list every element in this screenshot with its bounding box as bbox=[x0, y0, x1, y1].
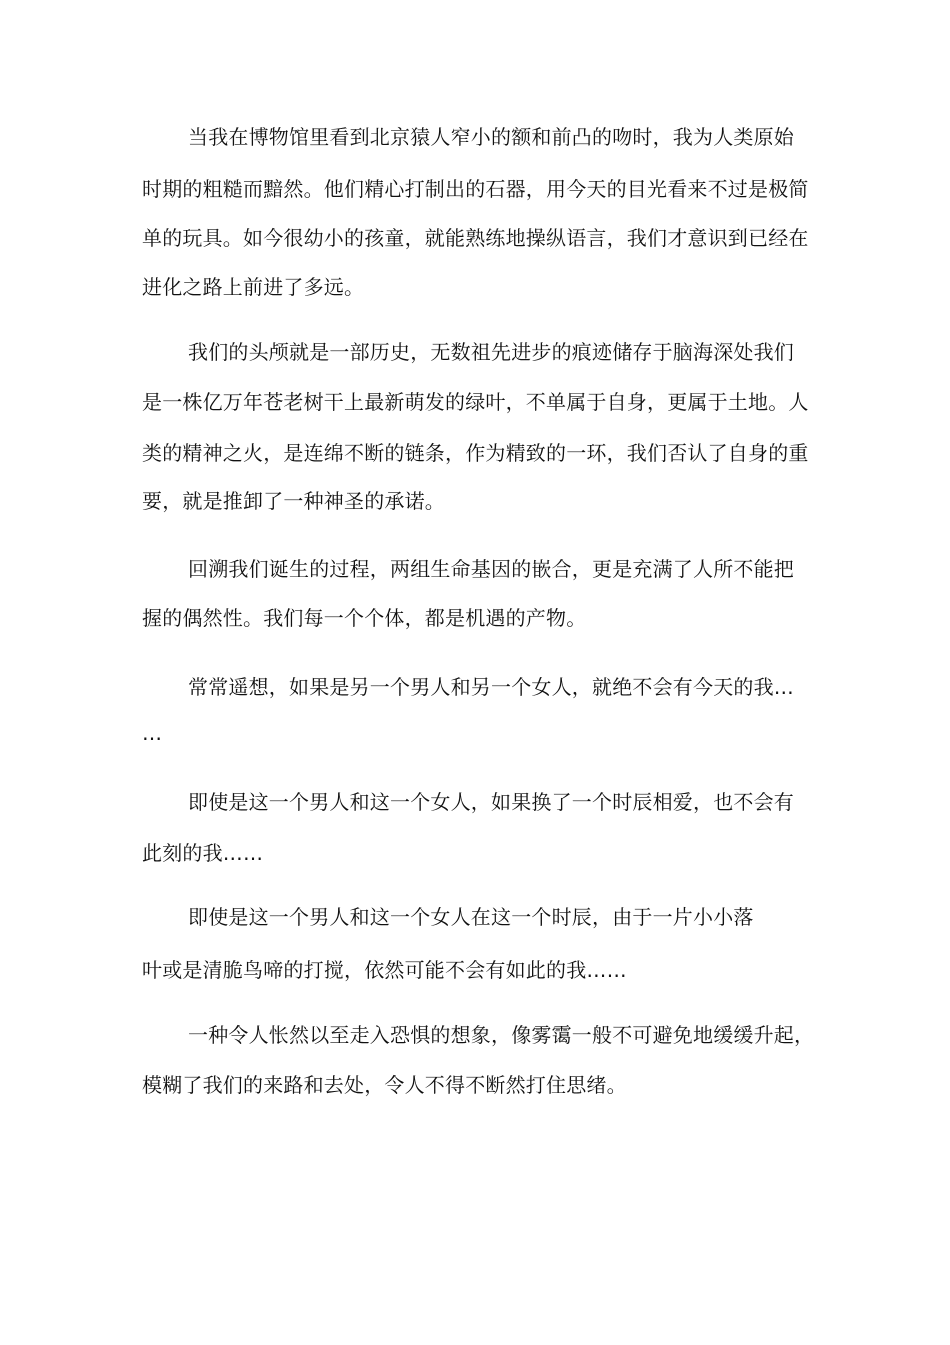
paragraph-line: 即使是这一个男人和这一个女人在这一个时辰，由于一片小小落 bbox=[188, 905, 754, 929]
paragraph-line: 是一株亿万年苍老树干上最新萌发的绿叶，不单属于自身，更属于土地。人 bbox=[142, 390, 809, 414]
paragraph-line: 类的精神之火，是连绵不断的链条，作为精致的一环，我们否认了自身的重 bbox=[142, 441, 809, 465]
paragraph-line: 进化之路上前进了多远。 bbox=[142, 275, 365, 299]
paragraph-line: 常常遥想，如果是另一个男人和另一个女人，就绝不会有今天的我… bbox=[188, 675, 794, 699]
paragraph-line: 单的玩具。如今很幼小的孩童，就能熟练地操纵语言，我们才意识到已经在 bbox=[142, 226, 809, 250]
paragraph-line: 我们的头颅就是一部历史，无数祖先进步的痕迹储存于脑海深处我们 bbox=[188, 340, 794, 364]
paragraph-line: 当我在博物馆里看到北京猿人窄小的额和前凸的吻时，我为人类原始 bbox=[188, 125, 794, 149]
paragraph-line: 即使是这一个男人和这一个女人，如果换了一个时辰相爱，也不会有 bbox=[188, 790, 794, 814]
paragraph-line: 模糊了我们的来路和去处，令人不得不断然打住思绪。 bbox=[142, 1073, 627, 1097]
paragraph-line: … bbox=[142, 721, 163, 745]
paragraph-line: 此刻的我…… bbox=[142, 841, 264, 865]
paragraph-line: 握的偶然性。我们每一个个体，都是机遇的产物。 bbox=[142, 606, 587, 630]
paragraph-line: 叶或是清脆鸟啼的打搅，依然可能不会有如此的我…… bbox=[142, 958, 627, 982]
paragraph-line: 时期的粗糙而黯然。他们精心打制出的石器，用今天的目光看来不过是极简 bbox=[142, 177, 809, 201]
paragraph-line: 要，就是推卸了一种神圣的承诺。 bbox=[142, 489, 445, 513]
paragraph-line: 一种令人怅然以至走入恐惧的想象，像雾霭一般不可避免地缓缓升起， bbox=[188, 1023, 815, 1047]
paragraph-line: 回溯我们诞生的过程，两组生命基因的嵌合，更是充满了人所不能把 bbox=[188, 557, 794, 581]
